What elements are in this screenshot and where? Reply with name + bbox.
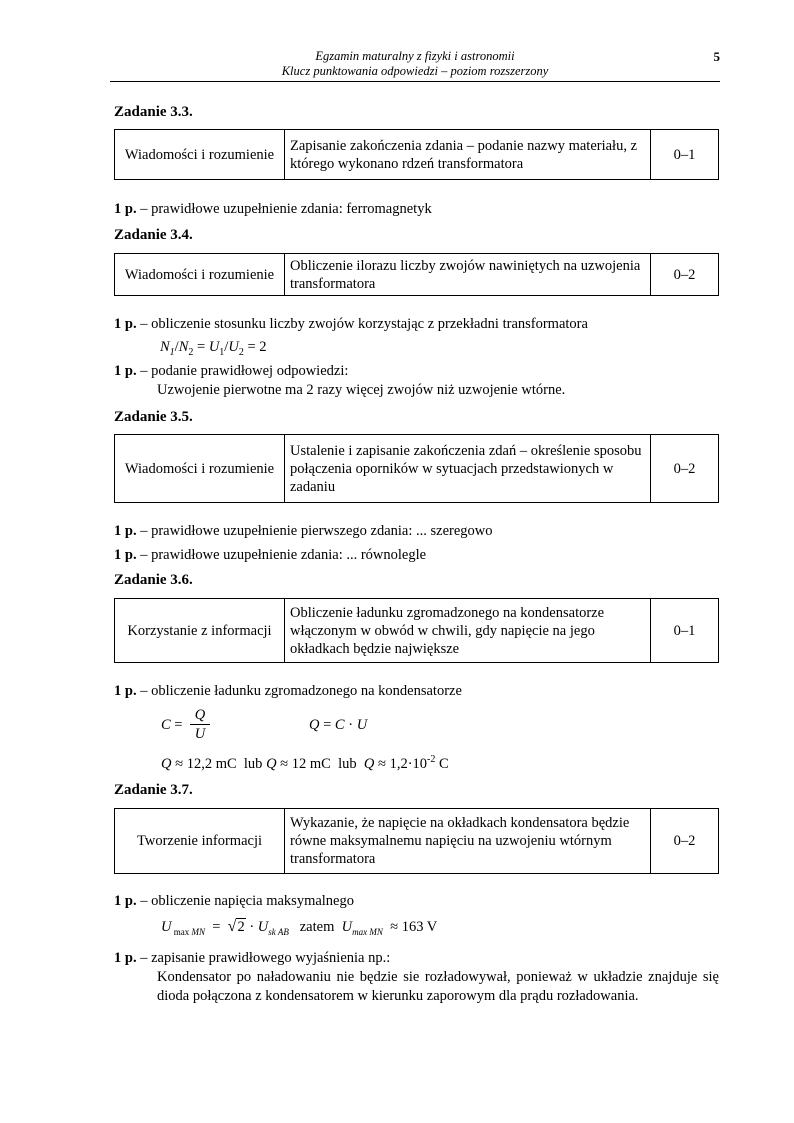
charge-voltage-fraction: $\frac{Q}{U}$: [190, 707, 210, 743]
page-header: [110, 47, 720, 82]
task-3-7-explanation: Kondensator po naładowaniu nie będzie sie rozładowywał, ponieważ w układzie znajduje się dioda połączona z kondensatorem w kierunku zaporowym dla prądu rozładowania.: [157, 969, 719, 1004]
points-label: 1 p.: [114, 316, 137, 332]
task-category: Wiadomości i rozumienie: [115, 254, 285, 296]
criterion-text: – prawidłowe uzupełnienie pierwszego zdania: ... szeregowo: [136, 523, 493, 539]
task-3-7-title: Zadanie 3.7.: [114, 782, 193, 798]
task-3-4-criterion-1: [114, 316, 588, 333]
task-description: Zapisanie zakończenia zdania – podanie nazwy materiału, z którego wykonano rdzeń transformatora: [285, 130, 651, 180]
task-3-5-criterion-2: [114, 547, 426, 564]
task-points: 0–2: [651, 435, 719, 503]
points-label: 1 p.: [114, 201, 137, 217]
task-3-7-table: [114, 808, 719, 874]
task-3-7-criterion-2: [114, 950, 390, 967]
criterion-text: – obliczenie napięcia maksymalnego: [136, 893, 354, 909]
charge-formula: Q = C · U: [309, 717, 368, 733]
criterion-text: – prawidłowe uzupełnienie zdania: ferromagnetyk: [136, 201, 432, 217]
task-3-4-title: Zadanie 3.4.: [114, 227, 193, 243]
header-key-title: Klucz punktowania odpowiedzi – poziom rozszerzony: [281, 64, 549, 78]
points-label: 1 p.: [114, 523, 137, 539]
task-3-5-criterion-1: [114, 523, 493, 540]
task-3-6-criterion: [114, 683, 462, 700]
task-3-3-criterion: [114, 201, 432, 218]
task-3-4-criterion-2: [114, 363, 348, 380]
task-3-6-title: Zadanie 3.6.: [114, 572, 193, 588]
task-description: Obliczenie ładunku zgromadzonego na kondensatorze włączonym w obwód w chwili, gdy napięcie na jego okładkach będzie największe: [285, 599, 651, 663]
task-3-5-table: [114, 434, 719, 503]
header-exam-title: Egzamin maturalny z fizyki i astronomii: [315, 49, 515, 63]
max-voltage-formula: U $_{max MN} = √2 \cdot U_{sk AB}$ zatem $U_{max MN} \approx 163$ V: [161, 918, 438, 937]
task-3-4-table: [114, 253, 719, 296]
task-points: 0–2: [651, 254, 719, 296]
charge-values: Q ≈ 12,2 mC lub Q ≈ 12 mC lub $Q \approx 1,2\cdot 10^{-2}$ C: [161, 754, 449, 772]
task-category: Tworzenie informacji: [115, 809, 285, 874]
task-category: Wiadomości i rozumienie: [115, 435, 285, 503]
criterion-text: – obliczenie stosunku liczby zwojów korzystając z przekładni transformatora: [136, 316, 588, 332]
task-3-7-criterion-1: [114, 893, 354, 910]
points-label: 1 p.: [114, 547, 137, 563]
criterion-text: – zapisanie prawidłowego wyjaśnienia np.:: [136, 950, 391, 966]
criterion-text: – prawidłowe uzupełnienie zdania: ... równolegle: [136, 547, 427, 563]
capacitance-formula-lhs: C =: [161, 717, 183, 733]
task-category: Korzystanie z informacji: [115, 599, 285, 663]
task-description: Wykazanie, że napięcie na okładkach kondensatora będzie równe maksymalnemu napięciu na uzwojeniu wtórnym transformatora: [285, 809, 651, 874]
points-label: 1 p.: [114, 683, 137, 699]
task-category: Wiadomości i rozumienie: [115, 130, 285, 180]
criterion-text: – obliczenie ładunku zgromadzonego na kondensatorze: [136, 683, 462, 699]
points-label: 1 p.: [114, 950, 137, 966]
turns-ratio-formula: $N_1/N_2 = U_1/U_2 = 2$: [160, 339, 267, 358]
task-description: Ustalenie i zapisanie zakończenia zdań – określenie sposobu połączenia oporników w sytuacjach przedstawionych w zadaniu: [285, 435, 651, 503]
task-3-6-table: [114, 598, 719, 663]
points-label: 1 p.: [114, 363, 137, 379]
task-points: 0–1: [651, 130, 719, 180]
criterion-text: – podanie prawidłowej odpowiedzi:: [136, 363, 349, 379]
task-points: 0–1: [651, 599, 719, 663]
task-3-3-title: Zadanie 3.3.: [114, 104, 193, 120]
task-3-5-title: Zadanie 3.5.: [114, 409, 193, 425]
task-description: Obliczenie ilorazu liczby zwojów nawiniętych na uzwojenia transformatora: [285, 254, 651, 296]
task-3-3-table: [114, 129, 719, 180]
task-3-4-answer: Uzwojenie pierwotne ma 2 razy więcej zwojów niż uzwojenie wtórne.: [157, 382, 566, 398]
points-label: 1 p.: [114, 893, 137, 909]
task-points: 0–2: [651, 809, 719, 874]
page-number: 5: [713, 49, 720, 64]
